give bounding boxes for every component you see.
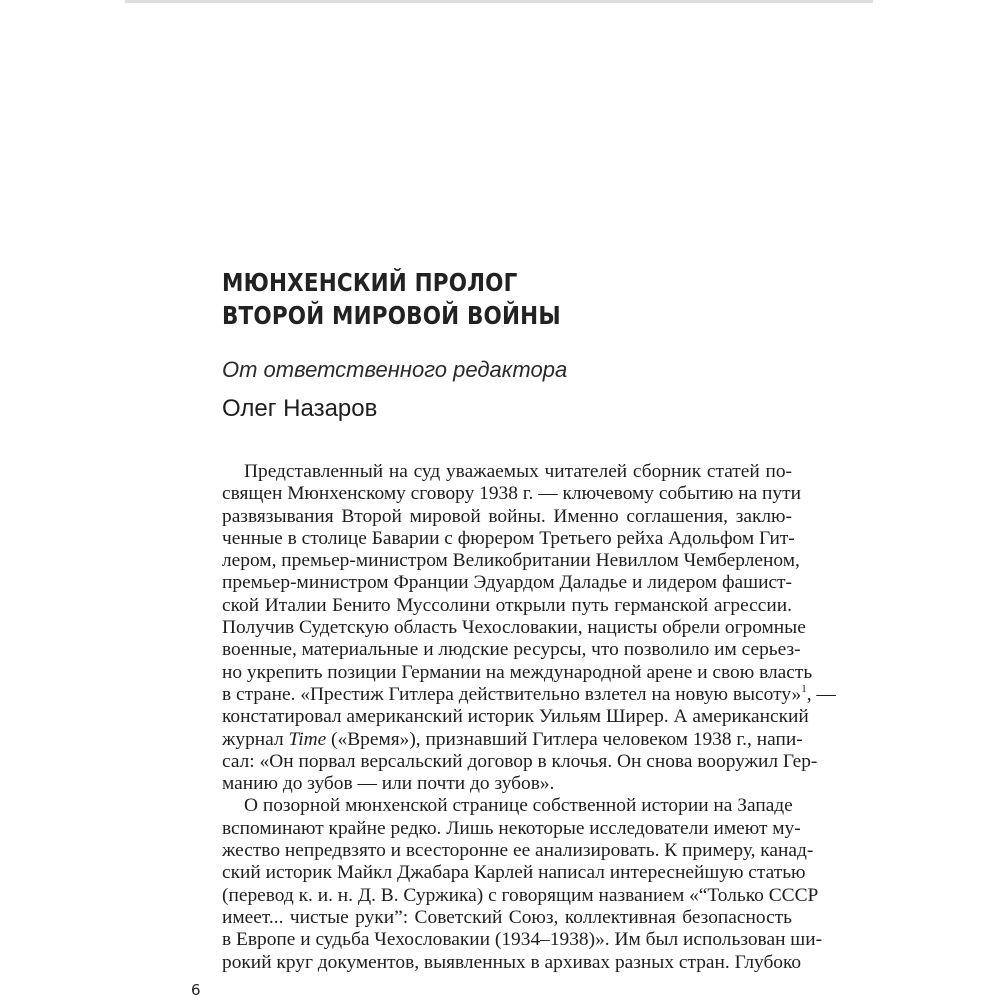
text-line: сал: «Он порвал версальский договор в клочья. Он снова вооружил Гер- (222, 750, 818, 772)
text-line: священ Мюнхенскому сговору 1938 г. — ключевому событию на пути (222, 483, 801, 505)
text-line: О позорной мюнхенской странице собственной истории на Западе (244, 795, 793, 817)
text-line: журнал Time («Время»), признавший Гитлера человеком 1938 г., напи- (222, 728, 803, 750)
magazine-title: Time (288, 728, 327, 750)
top-border (125, 0, 873, 3)
page-number: 6 (191, 981, 201, 999)
body-text (222, 461, 836, 974)
text-line: вспоминают крайне редко. Лишь некоторые исследователи имеют му- (222, 817, 801, 839)
text-line: Представленный на суд уважаемых читателей сборник статей по- (244, 461, 792, 482)
footnote-reference[interactable]: 1 (801, 682, 807, 695)
text-line: манию до зубов — или почти до зубов». (222, 773, 555, 795)
text-line: констатировал американский историк Уильям Ширер. А американский (222, 706, 809, 728)
text-line: в Европе и судьба Чехословакии (1934–1938)». Им был использован ши- (222, 929, 823, 951)
text-line: ченные в столице Баварии с фюрером Третьего рейха Адольфом Гит- (222, 527, 795, 549)
text-line: лером, премьер-министром Великобритании Невиллом Чемберленом, (222, 550, 800, 572)
text-line: развязывания Второй мировой войны. Именно соглашения, заклю- (222, 505, 792, 527)
text-line: жество непредвзято и всесторонне ее анализировать. К примеру, канад- (222, 840, 814, 862)
chapter-subtitle: От ответственного редактора (222, 357, 568, 382)
text-line: (перевод к. и. н. Д. В. Суржика) с говорящим названием «“Только СССР (222, 884, 819, 906)
text-line: имеет... чистые руки”: Советский Союз, коллективная безопасность (222, 906, 792, 928)
heading-line-1: МЮНХЕНСКИЙ ПРОЛОГ (222, 268, 518, 297)
text-line: но укрепить позиции Германии на международной арене и свою власть (222, 661, 813, 683)
author-name: Олег Назаров (222, 395, 378, 422)
heading-line-2: ВТОРОЙ МИРОВОЙ ВОЙНЫ (222, 301, 561, 330)
chapter-heading (222, 266, 561, 332)
text-line: ской Италии Бенито Муссолини открыли путь германской агрессии. (222, 594, 792, 616)
text-line: Получив Судетскую область Чехословакии, нацисты обрели огромные (222, 617, 806, 639)
text-line: ский историк Майкл Джабара Карлей написал интереснейшую статью (222, 862, 806, 884)
text-line: премьер-министром Франции Эдуардом Даладье и лидером фашист- (222, 572, 792, 594)
text-line: военные, материальные и людские ресурсы, что позволило им серьез- (222, 639, 801, 661)
text-line: в стране. «Престиж Гитлера действительно взлетел на новую высоту»$^1$, — (222, 682, 836, 705)
text-line: рокий круг документов, выявленных в архивах разных стран. Глубоко (222, 951, 802, 973)
